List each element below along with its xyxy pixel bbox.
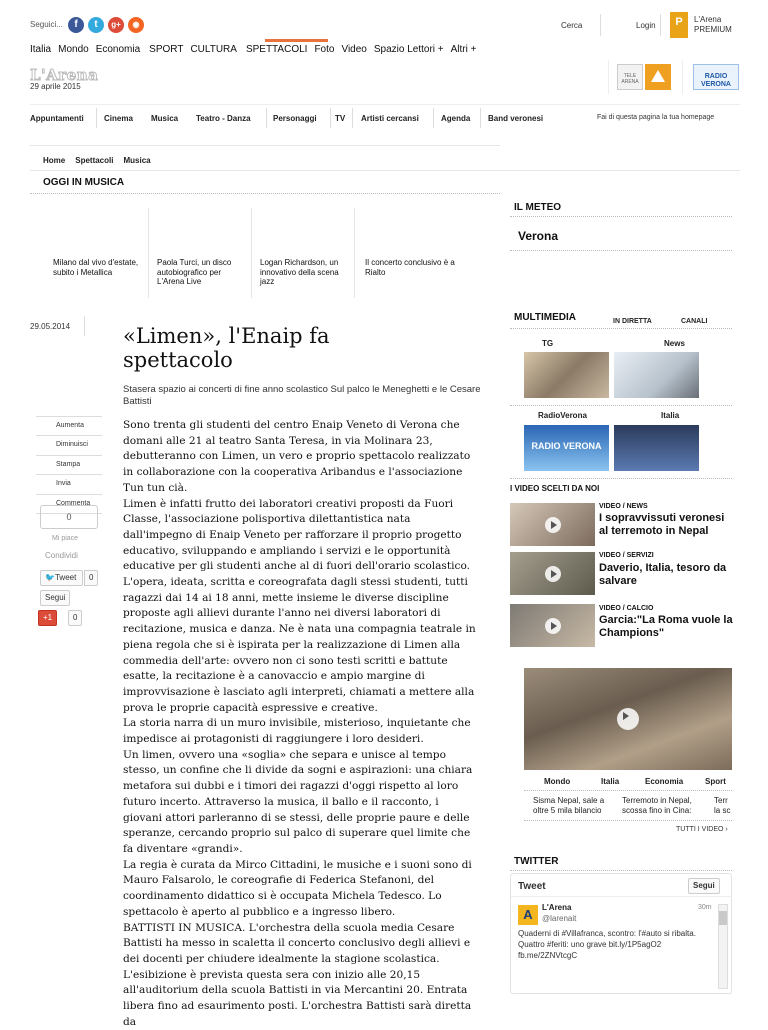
tweet-author[interactable]: L'Arena: [542, 903, 572, 912]
gplus-count: 0: [68, 610, 82, 626]
breadcrumb-home[interactable]: Home: [43, 156, 66, 165]
video-tag: VIDEO / NEWS: [599, 503, 648, 510]
nav-foto[interactable]: Foto: [314, 44, 335, 55]
gplus-button[interactable]: +1: [38, 610, 57, 626]
twitter-title: TWITTER: [514, 856, 559, 867]
premium-brand: L'Arena: [694, 15, 722, 24]
paragraph: L'esibizione è prevista questa sera con inizio alle 20,15 all'auditorium della scuola Battisti in via Mercantini 20. Entrata libera fino ad esaurimento posti. L'orchestra Battisti sarà diretta da: [123, 968, 472, 1028]
subnav-artisti-cercansi[interactable]: Artisti cercansi: [361, 114, 419, 123]
video-title[interactable]: Daverio, Italia, tesoro da salvare: [599, 562, 727, 588]
meteo-title: IL METEO: [514, 202, 562, 213]
tab-in-diretta[interactable]: IN DIRETTA: [613, 318, 652, 325]
breadcrumb-spettacoli[interactable]: Spettacoli: [75, 156, 114, 165]
play-icon: [545, 566, 561, 582]
scrollbar[interactable]: [718, 904, 728, 989]
facebook-icon[interactable]: f: [68, 17, 84, 33]
teaser-4[interactable]: Il concerto conclusivo è a Rialto: [365, 258, 455, 277]
play-icon: [545, 517, 561, 533]
radioverona-logo[interactable]: RADIO VERONA: [693, 64, 739, 90]
divider: [660, 14, 661, 36]
video-caption[interactable]: Terr la sc: [714, 796, 731, 815]
video-tag: VIDEO / SERVIZI: [599, 552, 654, 559]
radioverona-thumbnail[interactable]: RADIO VERONA: [524, 425, 609, 471]
nav-sport[interactable]: SPORT: [149, 44, 184, 55]
news-thumbnail[interactable]: [614, 352, 699, 398]
nav-spazio-lettori[interactable]: Spazio Lettori +: [373, 44, 444, 55]
section-title: OGGI IN MUSICA: [43, 177, 125, 188]
date: 29 aprile 2015: [30, 82, 81, 91]
channel-news-label[interactable]: News: [664, 339, 685, 348]
video-title[interactable]: Garcia:"La Roma vuole la Champions": [599, 614, 733, 640]
all-videos-link[interactable]: TUTTI I VIDEO ›: [676, 826, 728, 833]
article-date: 29.05.2014: [30, 322, 71, 331]
multimedia-title: MULTIMEDIA: [514, 312, 577, 323]
send-button[interactable]: Invia: [36, 475, 102, 494]
tweet-count: 0: [84, 570, 98, 586]
tab-sport[interactable]: Sport: [705, 777, 726, 786]
channel-italia-label[interactable]: Italia: [661, 411, 680, 420]
subnav-teatro-danza[interactable]: Teatro - Danza: [196, 114, 251, 123]
active-indicator: [265, 39, 328, 42]
video-caption[interactable]: Terremoto in Nepal, scossa fino in Cina:: [622, 796, 692, 815]
search-link[interactable]: Cerca: [561, 21, 583, 30]
meteo-city[interactable]: Verona: [518, 229, 559, 243]
nav-video[interactable]: Video: [341, 44, 367, 55]
twitter-bird-icon: 🐦: [45, 573, 55, 582]
paragraph: La regia è curata da Mirco Cittadini, le musiche e i suoni sono di Mauro Falsarolo, le coreografie di Federica Stefanoni, del coordinamento didattico si è occupata Michela Tedesco. Lo spettacolo è aperto al pubblico e a ingresso libero.: [123, 858, 472, 918]
print-button[interactable]: Stampa: [36, 456, 102, 475]
tab-economia[interactable]: Economia: [645, 777, 684, 786]
paragraph: La storia narra di un muro invisibile, misterioso, inquietante che impedisce ai protagonisti di raggiungere i loro desideri.: [123, 717, 471, 746]
video-caption[interactable]: Sisma Nepal, sale a oltre 5 mila bilancio: [533, 796, 605, 815]
channel-radioverona-label[interactable]: RadioVerona: [538, 411, 587, 420]
featured-video[interactable]: [524, 668, 732, 770]
subnav-band-veronesi[interactable]: Band veronesi: [488, 114, 544, 123]
tweet-text: Quaderni di #Villafranca, scontro: l'#auto si ribalta. Quattro #feriti: uno grave bit.ly/1P5agO2 fb.me/2ZNVtcgC: [518, 929, 696, 960]
follow-button[interactable]: Segui: [40, 590, 70, 606]
font-decrease-button[interactable]: Diminuisci: [36, 436, 102, 455]
nav-mondo[interactable]: Mondo: [58, 44, 89, 55]
paragraph: Sono trenta gli studenti del centro Enaip Veneto di Verona che domani alle 21 al teatro Santa Teresa, in via Molinara 23, debutteranno con Limen, un vero e proprio spettacolo realizzato in collaborazione con la cooperativa Aribandus e l'associazione Tun tun cià.: [123, 419, 471, 494]
subnav-agenda[interactable]: Agenda: [441, 114, 471, 123]
tab-canali[interactable]: CANALI: [681, 318, 708, 325]
play-icon: [545, 618, 561, 634]
video-thumbnail[interactable]: [510, 503, 595, 546]
nav-italia[interactable]: Italia: [30, 44, 52, 55]
follow-label: Seguici...: [30, 20, 63, 29]
tg-thumbnail[interactable]: [524, 352, 609, 398]
premium-label: PREMIUM: [694, 25, 732, 34]
tweet-time[interactable]: 30m: [698, 904, 712, 911]
video-thumbnail[interactable]: [510, 604, 595, 647]
tab-mondo[interactable]: Mondo: [544, 777, 571, 786]
italia-thumbnail[interactable]: [614, 425, 699, 471]
subnav-appuntamenti[interactable]: Appuntamenti: [30, 114, 84, 123]
breadcrumb: [43, 156, 151, 166]
paragraph: L'opera, ideata, scritta e coreografata dagli stessi studenti, tutti ragazzi dai 14 ai 18 anni, mette insieme le diverse discipline proposte agli allievi durante l'anno nei diversi laboratori di recitazione, musica e danza. Ne è nata una compagnia teatrale in piena regola che si è ispirata per la realizzazione di Limen alla commedia dell'arte: ovvero non ci sono testi scritti e battute esatte, la recitazione è a canovaccio e ampio margine di improvvisazione è lasciato agli interpreti, chiamati a mettere alla prova le proprie capacità espressive e creative.: [123, 576, 476, 714]
video-title[interactable]: I sopravvissuti veronesi al terremoto in Nepal: [599, 512, 725, 538]
login-link[interactable]: Login: [636, 21, 656, 30]
video-tag: VIDEO / CALCIO: [599, 605, 654, 612]
subnav-tv[interactable]: TV: [335, 114, 346, 123]
tweet-handle[interactable]: @larenait: [542, 914, 577, 923]
subnav-cinema[interactable]: Cinema: [104, 114, 133, 123]
nav-altri[interactable]: Altri +: [450, 44, 477, 55]
paragraph: BATTISTI IN MUSICA. L'orchestra della scuola media Cesare Battisti ha messo in scaletta il concerto conclusivo degli allievi e dei docenti per chiudere idealmente la stagione scolastica.: [123, 921, 471, 965]
video-thumbnail[interactable]: [510, 552, 595, 595]
telearena-logo[interactable]: TELE ARENA: [617, 64, 643, 90]
paragraph: Un limen, ovvero una «soglia» che separa e unisce al tempo stesso, un confine che li divide da sogni e aspirazioni: una chiara metafora sui dubbi e i timori dei ragazzi d'oggi rispetto al loro futuro incerto. Attraverso la musica, il ballo e il racconto, i giovani attori parleranno di se stessi, delle proprie paure e delle speranze, cercando proprio sul palco di superare quel limite che fa diventare «grandi».: [123, 748, 473, 855]
divider: [600, 14, 601, 36]
like-label[interactable]: Mi piace: [52, 535, 79, 542]
comment-button[interactable]: Commenta: [36, 495, 102, 514]
avatar[interactable]: A: [518, 905, 538, 925]
homepage-link[interactable]: Fai di questa pagina la tua homepage: [597, 114, 715, 121]
rss-icon[interactable]: ◉: [128, 17, 144, 33]
twitter-follow-button[interactable]: Segui: [688, 878, 720, 894]
breadcrumb-musica[interactable]: Musica: [123, 156, 151, 165]
subnav-musica[interactable]: Musica: [151, 114, 179, 123]
article-subtitle: Stasera spazio ai concerti di fine anno scolastico Sul palco le Meneghetti e le Cesare Battisti: [123, 384, 481, 408]
tweet-button[interactable]: 🐦Tweet: [40, 570, 83, 586]
like-count: 0: [40, 505, 98, 529]
article-title: «Limen», l'Enaip fa spettacolo: [123, 324, 330, 373]
premium-logo-icon[interactable]: P: [670, 12, 688, 38]
font-increase-button[interactable]: Aumenta: [36, 416, 102, 436]
telearena-triangle-icon[interactable]: [645, 64, 671, 90]
subnav-personaggi[interactable]: Personaggi: [273, 114, 317, 123]
googleplus-icon[interactable]: g+: [108, 17, 124, 33]
nav-spettacoli[interactable]: SPETTACOLI: [245, 44, 308, 55]
share-label: Condividi: [45, 551, 78, 560]
twitter-icon[interactable]: t: [88, 17, 104, 33]
videos-title: I VIDEO SCELTI DA NOI: [510, 484, 600, 493]
play-icon: [617, 708, 639, 730]
nav-cultura[interactable]: CULTURA: [190, 44, 237, 55]
teaser-3[interactable]: Logan Richardson, un innovativo della scena jazz: [260, 258, 339, 287]
article-body: [123, 418, 478, 1030]
teaser-2[interactable]: Paola Turci, un disco autobiografico per L'Arena Live: [157, 258, 232, 287]
tab-italia[interactable]: Italia: [601, 777, 620, 786]
logo[interactable]: L'Arena: [30, 66, 99, 84]
channel-tg-label[interactable]: TG: [542, 339, 554, 348]
teaser-1[interactable]: Milano dal vivo d'estate, subito i Metallica: [53, 258, 139, 277]
twitter-widget-title: Tweet: [518, 881, 546, 892]
paragraph: Limen è infatti frutto dei laboratori creativi proposti da Fuori Classe, l'associazione polisportiva dilettantistica nata dall'impegno di Enaip Veneto per rafforzare il proprio progetto educativo, sviluppando e ampliando i servizi e le opportunità educative per gli studenti anche al di fuori dell'orario scolastico.: [123, 497, 471, 573]
nav-economia[interactable]: Economia: [95, 44, 141, 55]
